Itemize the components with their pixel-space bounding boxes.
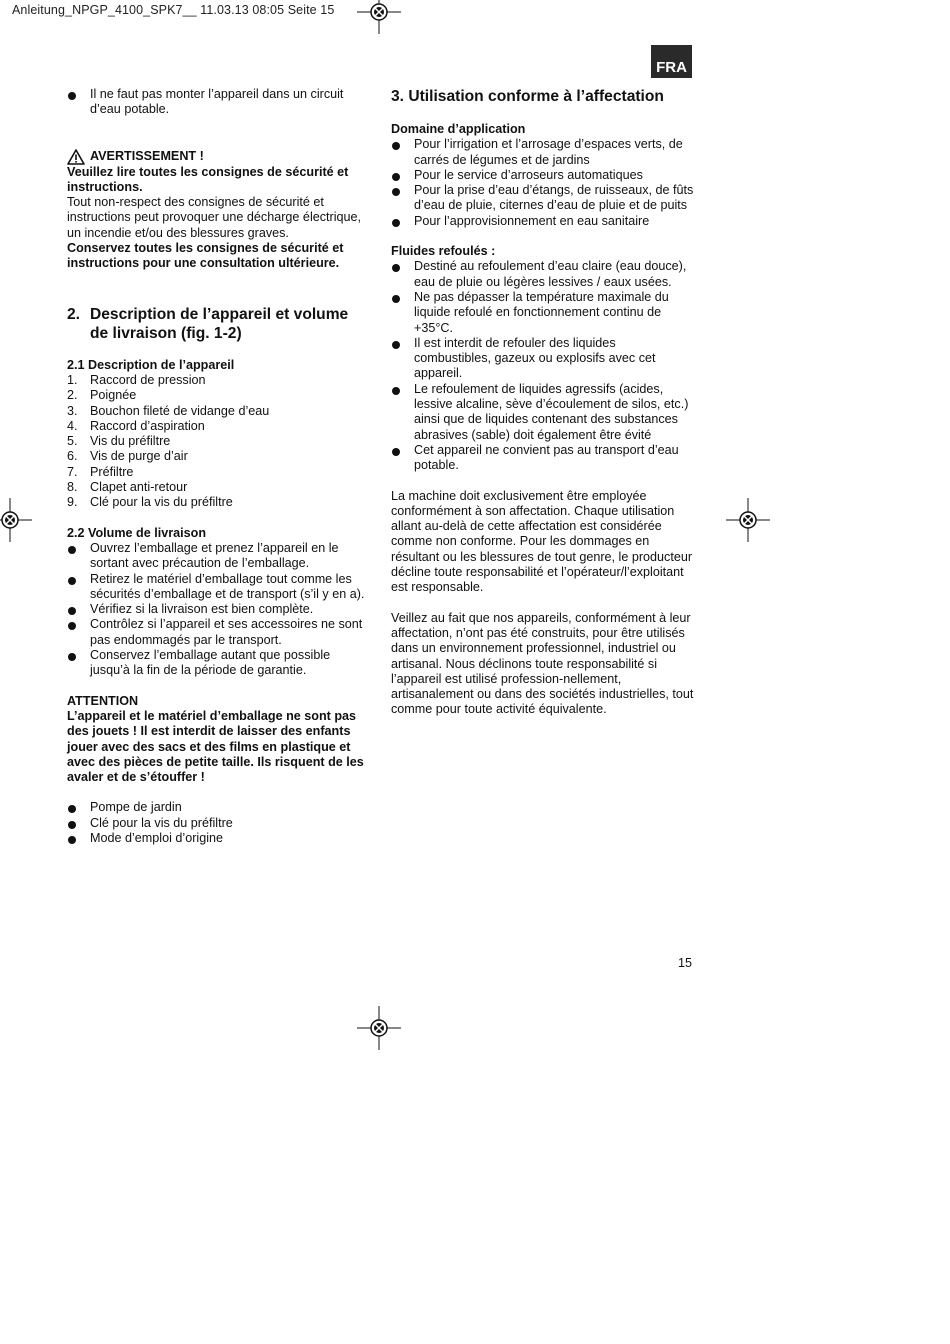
part-item: [67, 434, 367, 449]
part-item: [67, 388, 367, 403]
list-item: Cet appareil ne convient pas au transport d’eau potable.: [391, 443, 695, 474]
list-item: Pour l’irrigation et l’arrosage d’espaces verts, de carrés de légumes et de jardins: [391, 137, 695, 168]
part-label: Clapet anti-retour: [90, 480, 188, 495]
part-item: [67, 449, 367, 464]
intro-list: [67, 87, 367, 118]
section-number: 2.: [67, 305, 81, 323]
delivery-steps-list: [67, 541, 367, 679]
list-item: Pompe de jardin: [67, 800, 367, 815]
part-item: [67, 404, 367, 419]
part-number: 9.: [67, 495, 78, 510]
subsection-2-1-heading: 2.1 Description de l’appareil: [67, 357, 235, 372]
registration-mark-icon: [726, 498, 770, 542]
list-item: Destiné au refoulement d’eau claire (eau douce), eau de pluie ou légères lessives / eaux usées.: [391, 259, 695, 290]
subsection-2-2-heading: 2.2 Volume de livraison: [67, 525, 207, 540]
contents-list: [67, 800, 367, 846]
warning-heading-text: AVERTISSEMENT !: [90, 148, 204, 163]
part-number: 5.: [67, 434, 78, 449]
page-number: 15: [678, 956, 693, 970]
list-item: Ne pas dépasser la température maximale du liquide refoulé en fonctionnement continu de +35°C.: [391, 290, 695, 336]
part-label: Vis du préfiltre: [90, 434, 171, 449]
part-number: 1.: [67, 372, 78, 387]
part-number: 2.: [67, 388, 78, 403]
registration-mark-icon: [357, 0, 401, 34]
list-item: Contrôlez si l’appareil et ses accessoires ne sont pas endommagés par le transport.: [67, 617, 367, 648]
warning-text: Tout non-respect des consignes de sécurité et instructions peut provoquer une décharge électrique, un incendie et/ou des blessures graves.: [67, 195, 362, 240]
list-item: Mode d’emploi d’origine: [67, 831, 367, 846]
list-item: Pour la prise d’eau d’étangs, de ruisseaux, de fûts d’eau de pluie, citernes d’eau de pluie et de puits: [391, 183, 695, 214]
usage-paragraph: La machine doit exclusivement être employée conformément à son affectation. Chaque utilisation allant au-delà de cette affectation est considérée comme non conforme. Pour les dommages en résultant ou les blessures de tout genre, le producteur décline toute responsabilité et l’opérateur/l’exploitant est responsable.: [391, 488, 693, 595]
section-title: Description de l’appareil et volume de livraison (fig. 1-2): [90, 305, 349, 342]
list-item: Vérifiez si la livraison est bien complète.: [67, 602, 367, 617]
section-2-heading: [67, 305, 367, 343]
list-item: Clé pour la vis du préfiltre: [67, 816, 367, 831]
section-3-heading: 3. Utilisation conforme à l’affectation: [391, 88, 664, 105]
part-label: Préfiltre: [90, 464, 134, 479]
list-item: Conservez l’emballage autant que possible jusqu’à la fin de la période de garantie.: [67, 648, 367, 679]
left-column: [67, 87, 367, 846]
registration-mark-icon: [0, 498, 32, 542]
domain-heading: Domaine d’application: [391, 122, 526, 136]
part-number: 4.: [67, 418, 78, 433]
part-label: Vis de purge d’air: [90, 449, 188, 464]
registration-mark-icon: [357, 1006, 401, 1050]
part-label: Raccord d’aspiration: [90, 418, 205, 433]
warning-bold-text: Veuillez lire toutes les consignes de sécurité et instructions.: [67, 164, 349, 194]
right-column: [391, 87, 695, 718]
attention-heading: ATTENTION: [67, 693, 139, 708]
print-header: Anleitung_NPGP_4100_SPK7__ 11.03.13 08:05 Seite 15: [12, 3, 335, 17]
attention-text: L’appareil et le matériel d’emballage ne sont pas des jouets ! Il est interdit de laisser des enfants jouer avec des sacs et des films en plastique et avec des pièces de petite taille. Ils risquent de les avaler et de s’étouffer !: [67, 708, 364, 785]
list-item: Il est interdit de refouler des liquides combustibles, gazeux ou explosifs avec cet appareil.: [391, 336, 695, 382]
part-label: Bouchon fileté de vidange d’eau: [90, 403, 270, 418]
part-number: 6.: [67, 449, 78, 464]
part-item: [67, 373, 367, 388]
fluids-list: [391, 259, 695, 473]
domain-list: [391, 137, 695, 229]
list-item: Ouvrez l’emballage et prenez l’appareil en le sortant avec précaution de l’emballage.: [67, 541, 367, 572]
part-item: [67, 419, 367, 434]
fluids-heading: Fluides refoulés :: [391, 244, 496, 259]
list-item: Pour le service d’arroseurs automatiques: [391, 168, 695, 183]
language-badge: FRA: [651, 45, 692, 78]
part-item: [67, 495, 367, 510]
parts-list: [67, 373, 367, 511]
warning-keep-text: Conservez toutes les consignes de sécurité et instructions pour une consultation ultérieure.: [67, 241, 344, 271]
part-number: 7.: [67, 464, 78, 479]
liability-paragraph: Veillez au fait que nos appareils, conformément à leur affectation, n’ont pas été construits, pour être utilisés dans un environnement professionnel, industriel ou artisanal. Nous déclinons toute responsabilité si l’appareil est utilisé profession-nellement, artisanalement ou dans des sociétés industrielles, tout comme pour toute activité équivalente.: [391, 610, 694, 717]
part-item: [67, 465, 367, 480]
part-label: Poignée: [90, 388, 137, 403]
warning-triangle-icon: [67, 149, 85, 165]
part-label: Raccord de pression: [90, 372, 206, 387]
list-item: Il ne faut pas monter l’appareil dans un circuit d’eau potable.: [67, 87, 367, 118]
list-item: Pour l’approvisionnement en eau sanitaire: [391, 214, 695, 229]
warning-heading: [67, 149, 367, 165]
part-number: 8.: [67, 480, 78, 495]
list-item: Retirez le matériel d’emballage tout comme les sécurités d’emballage et de transport (s’il y en a).: [67, 572, 367, 603]
part-number: 3.: [67, 403, 78, 418]
part-label: Clé pour la vis du préfiltre: [90, 495, 233, 510]
part-item: [67, 480, 367, 495]
list-item: Le refoulement de liquides agressifs (acides, lessive alcaline, sève d’écoulement de silos, etc.) ainsi que de liquides contenant des substances abrasives (sable) doit également être évité: [391, 382, 695, 443]
